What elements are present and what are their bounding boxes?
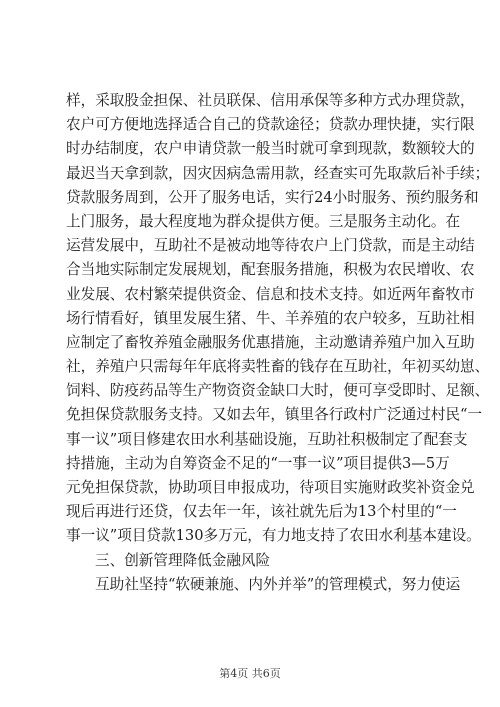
section-heading: 三、创新管理降低金融风险	[95, 551, 271, 569]
text-line: 社，养殖户只需每年年底将卖牲畜的钱存在互助社，年初买幼崽、	[66, 358, 490, 376]
text-line: 贷款服务周到，公开了服务电话，实行24小时服务、预约服务和	[66, 188, 479, 206]
text-line: 农户可方便地选择适合自己的贷款途径；贷款办理快捷，实行限	[66, 116, 475, 134]
text-line: 合当地实际制定发展规划，配套服务措施，积极为农民增收、农	[66, 261, 475, 279]
text-line: 互助社坚持“软硬兼施、内外并举”的管理模式，努力使运	[95, 575, 461, 593]
text-line: 元免担保贷款，协助项目申报成功，待项目实施财政奖补资金兑	[66, 479, 475, 496]
text-line: 运营发展中，互助社不是被动地等待农户上门贷款，而是主动结	[66, 237, 475, 255]
text-line: 事一议”项目修建农田水利基础设施，互助社积极制定了配套支	[66, 430, 468, 448]
text-line: 上门服务，最大程度地为群众提供方便。三是服务主动化。在	[66, 212, 461, 230]
text-line: 时办结制度，农户申请贷款一般当时就可拿到现款，数额较大的	[66, 140, 475, 158]
text-line: 最迟当天拿到款，因灾因病急需用款，经查实可先取款后补手续；	[66, 164, 490, 182]
text-line: 应制定了畜牧养殖金融服务优惠措施，主动邀请养殖户加入互助	[66, 333, 475, 351]
text-line: 事一议”项目贷款130多万元，有力地支持了农田水利基本建设。	[66, 527, 481, 545]
text-line: 业发展、农村繁荣提供资金、信息和技术支持。如近两年畜牧市	[66, 285, 475, 303]
text-line: 持措施，主动为自筹资金不足的“一事一议”项目提供3—5万	[66, 454, 450, 472]
page-footer: 第4页 共6页	[219, 667, 281, 680]
text-line: 场行情看好，镇里发展生猪、牛、羊养殖的农户较多，互助社相	[66, 309, 475, 327]
text-line: 免担保贷款服务支持。又如去年，镇里各行政村广泛通过村民“一	[66, 406, 483, 424]
body-text	[66, 89, 490, 597]
text-line: 饲料、防疫药品等生产物资资金缺口大时，便可享受即时、足额、	[66, 382, 490, 400]
text-line: 样，采取股金担保、社员联保、信用承保等多种方式办理贷款，	[66, 92, 475, 109]
text-line: 现后再进行还贷，仅去年一年，该社就先后为13个村里的“一	[66, 503, 457, 521]
